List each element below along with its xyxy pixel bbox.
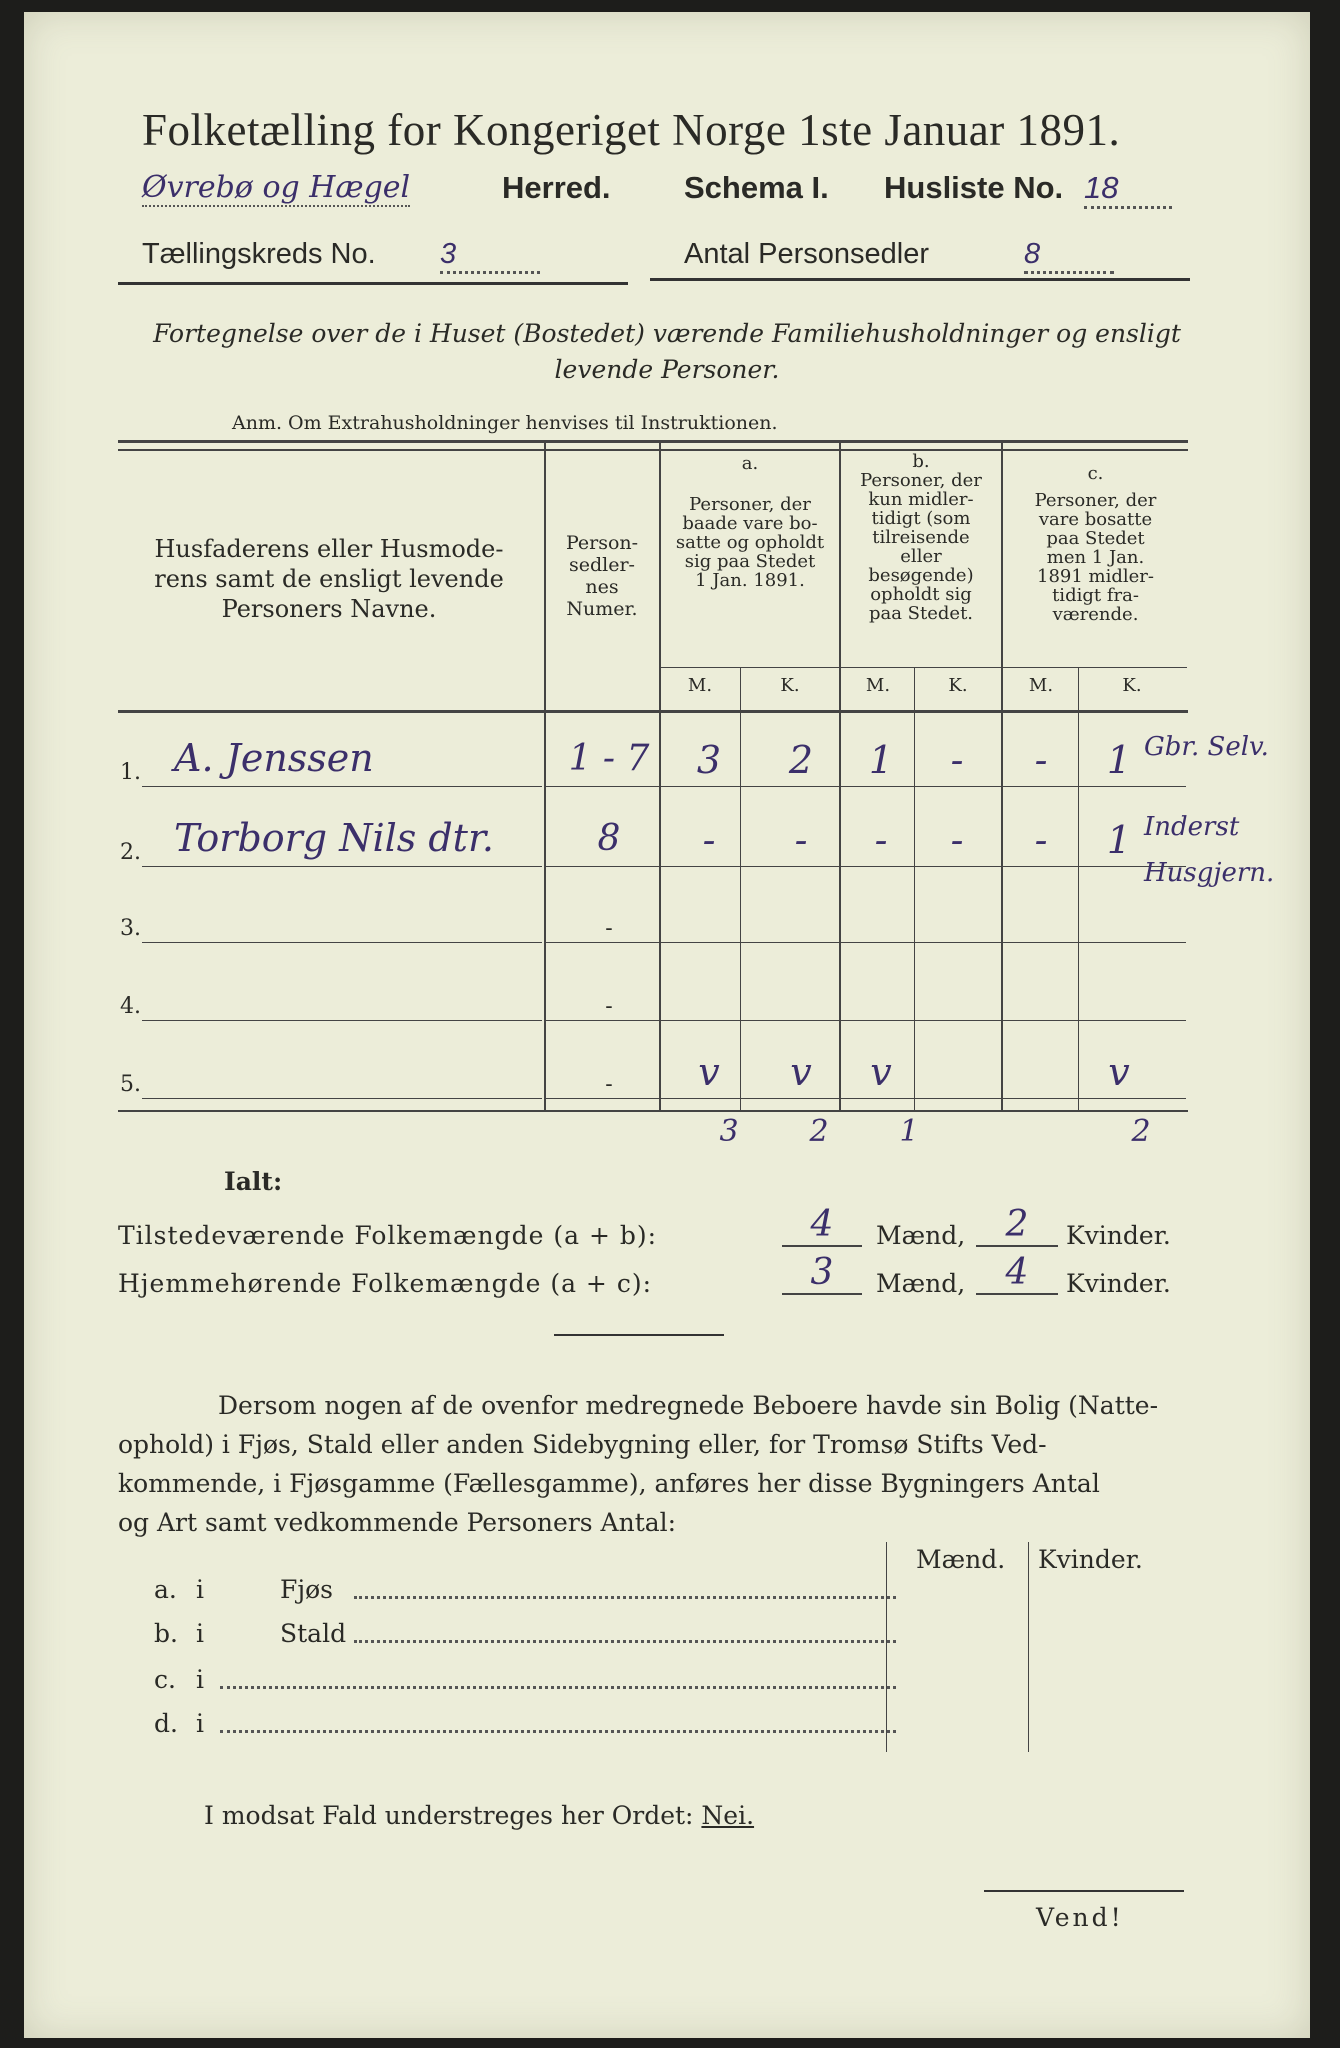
cell-bm: - bbox=[874, 818, 888, 862]
husliste-label: Husliste No. bbox=[884, 170, 1064, 205]
summary-line-1: Tilstedeværende Folkemængde (a + b): bbox=[118, 1221, 658, 1250]
row-rule bbox=[546, 1098, 1186, 1099]
bottom-item-letter: b. bbox=[154, 1619, 178, 1648]
summary-line-2: Hjemmehørende Folkemængde (a + c): bbox=[118, 1269, 652, 1298]
row-name-rule bbox=[142, 1020, 542, 1021]
mk-bk: K. bbox=[948, 675, 968, 696]
cell-bm: 1 bbox=[868, 738, 894, 782]
bottom-item-dotted-line bbox=[220, 1730, 896, 1733]
table-bottom-rule bbox=[118, 1110, 1188, 1112]
header-rule-left bbox=[118, 282, 628, 285]
bottom-col-kvinder: Kvinder. bbox=[1038, 1545, 1143, 1574]
table-top-rule-2 bbox=[118, 449, 1188, 451]
row-number: 1. bbox=[120, 760, 141, 785]
cell-bk: - bbox=[950, 818, 964, 862]
row-rule bbox=[546, 786, 1186, 787]
row-number: 3. bbox=[120, 916, 141, 941]
row-name: Torborg Nils dtr. bbox=[174, 816, 495, 860]
cell-ck: 1 bbox=[1106, 818, 1132, 862]
cell-ak: v bbox=[790, 1050, 812, 1094]
col-divider-ak bbox=[740, 667, 741, 1110]
row-note: Inderst Husgjern. bbox=[1144, 812, 1275, 888]
summary-line-1-kvinder-value: 2 bbox=[976, 1204, 1058, 1247]
row-rule bbox=[546, 942, 1186, 943]
cell-bm: v bbox=[870, 1050, 892, 1094]
row-note: Gbr. Selv. bbox=[1144, 732, 1269, 762]
intro-note: Fortegnelse over de i Huset (Bostedet) værende Familiehusholdninger og ensligt levende Personer. bbox=[153, 319, 1181, 384]
bottom-item-letter: d. bbox=[154, 1709, 178, 1738]
row-number: 4. bbox=[120, 994, 141, 1019]
cell-am: v bbox=[698, 1050, 720, 1094]
table-header-bottom-rule bbox=[118, 710, 1188, 713]
row-name-rule bbox=[142, 786, 542, 787]
header-rule-right bbox=[650, 278, 1190, 281]
row-number: 5. bbox=[120, 1072, 141, 1097]
kreds-label: Tællingskreds No. bbox=[142, 238, 376, 270]
bottom-col-divider-1 bbox=[886, 1542, 887, 1752]
col-header-b: b. Personer, der kun midler- tidigt (som tilreisende eller besøgende) opholdt sig paa Stedet. bbox=[860, 451, 982, 624]
personsedler-value: 8 bbox=[1024, 238, 1114, 274]
bottom-item-i: i bbox=[196, 1575, 204, 1604]
total-bm: 1 bbox=[899, 1114, 919, 1149]
col-divider-ck bbox=[1078, 667, 1079, 1110]
bottom-item-dotted-line bbox=[354, 1640, 896, 1643]
cell-am: 3 bbox=[696, 738, 722, 782]
cell-cm: - bbox=[1034, 738, 1048, 782]
husliste-value: 18 bbox=[1084, 170, 1172, 209]
modsat-line: I modsat Fald understreges her Ordet: Nei. bbox=[204, 1801, 755, 1830]
total-am: 3 bbox=[719, 1114, 739, 1149]
col-header-num: Person- sedler- nes Numer. bbox=[565, 532, 639, 620]
personsedler-label: Antal Personsedler bbox=[684, 238, 930, 270]
summary-line-1-maend-value: 4 bbox=[782, 1204, 862, 1247]
mk-cm: M. bbox=[1028, 675, 1054, 696]
bottom-col-maend: Mænd. bbox=[916, 1545, 1006, 1574]
mk-am: M. bbox=[687, 675, 713, 696]
cell-cm: - bbox=[1034, 818, 1048, 862]
summary-line-1-kvinder: Kvinder. bbox=[1066, 1221, 1171, 1250]
cell-ck: v bbox=[1108, 1050, 1130, 1094]
summary-line-2-kvinder-value: 4 bbox=[976, 1252, 1058, 1295]
row-rule bbox=[546, 866, 1186, 867]
bottom-item-dotted-line bbox=[220, 1686, 896, 1689]
col-divider-bk bbox=[914, 667, 915, 1110]
total-ak: 2 bbox=[809, 1114, 829, 1149]
summary-line-2-maend: Mænd, bbox=[876, 1269, 966, 1298]
total-ck: 2 bbox=[1131, 1114, 1151, 1149]
bottom-item-letter: a. bbox=[154, 1575, 177, 1604]
cell-num: 8 bbox=[597, 818, 621, 859]
cell-bk: - bbox=[950, 738, 964, 782]
col-header-c: c. Personer, der vare bosatte paa Stedet men 1 Jan. 1891 midler- tidigt fra- værende. bbox=[1034, 463, 1157, 625]
bottom-item-i: i bbox=[196, 1709, 204, 1738]
bottom-col-divider-2 bbox=[1028, 1542, 1029, 1752]
bottom-item-label: Fjøs bbox=[280, 1575, 333, 1604]
row-rule bbox=[546, 1020, 1186, 1021]
schema-label: Schema I. bbox=[684, 170, 829, 205]
ialt-label: Ialt: bbox=[224, 1167, 283, 1196]
row-number: 2. bbox=[120, 840, 141, 865]
summary-line-2-kvinder: Kvinder. bbox=[1066, 1269, 1171, 1298]
anm-note: Anm. Om Extrahusholdninger henvises til Instruktionen. bbox=[232, 412, 778, 434]
summary-line-2-maend-value: 3 bbox=[782, 1252, 862, 1295]
row-name-rule bbox=[142, 942, 542, 943]
mk-ak: K. bbox=[780, 675, 800, 696]
summary-line-1-maend: Mænd, bbox=[876, 1221, 966, 1250]
bottom-paragraph: Dersom nogen af de ovenfor medregnede Beboere havde sin Bolig (Natte- ophold) i Fjøs, Stald eller anden Sidebygning eller, for Tromsø Stifts Ved- kommende, i Fjøsgamme (Fællesgamme), anføres her disse Bygningers Antal og Art samt vedkommende Personers Antal: bbox=[118, 1391, 1159, 1537]
mk-bm: M. bbox=[865, 675, 891, 696]
row-name-rule bbox=[142, 1098, 542, 1099]
mk-rule bbox=[659, 667, 1187, 668]
separator-rule bbox=[554, 1334, 724, 1336]
table-top-rule bbox=[118, 440, 1188, 443]
vend-label: Vend! bbox=[1036, 1903, 1124, 1932]
bottom-item-label: Stald bbox=[280, 1619, 347, 1648]
bottom-item-i: i bbox=[196, 1619, 204, 1648]
bottom-item-letter: c. bbox=[154, 1665, 176, 1694]
cell-num: 1 - 7 bbox=[568, 738, 650, 779]
cell-num: - bbox=[605, 916, 613, 941]
cell-ak: 2 bbox=[788, 738, 814, 782]
col-header-a: a. Personer, der baade vare bo- satte og opholdt sig paa Stedet 1 Jan. 1891. bbox=[675, 453, 825, 591]
col-header-name: Husfaderens eller Husmode- rens samt de ensligt levende Personers Navne. bbox=[154, 535, 504, 623]
cell-num: - bbox=[605, 1072, 613, 1097]
bottom-item-i: i bbox=[196, 1665, 204, 1694]
cell-num: - bbox=[605, 994, 613, 1019]
cell-ak: - bbox=[794, 818, 808, 862]
mk-ck: K. bbox=[1122, 675, 1142, 696]
form-title: Folketælling for Kongeriget Norge 1ste Januar 1891. bbox=[142, 105, 1121, 155]
bottom-item-dotted-line bbox=[354, 1596, 896, 1599]
kreds-value: 3 bbox=[440, 238, 540, 274]
row-name: A. Jenssen bbox=[174, 736, 374, 780]
row-name-rule bbox=[142, 866, 542, 867]
vend-rule bbox=[984, 1890, 1184, 1892]
cell-am: - bbox=[702, 818, 716, 862]
census-form-sheet bbox=[24, 12, 1310, 2038]
herred-value: Øvrebø og Hægel bbox=[142, 170, 411, 205]
herred-label: Herred. bbox=[502, 170, 611, 205]
cell-ck: 1 bbox=[1106, 738, 1132, 782]
